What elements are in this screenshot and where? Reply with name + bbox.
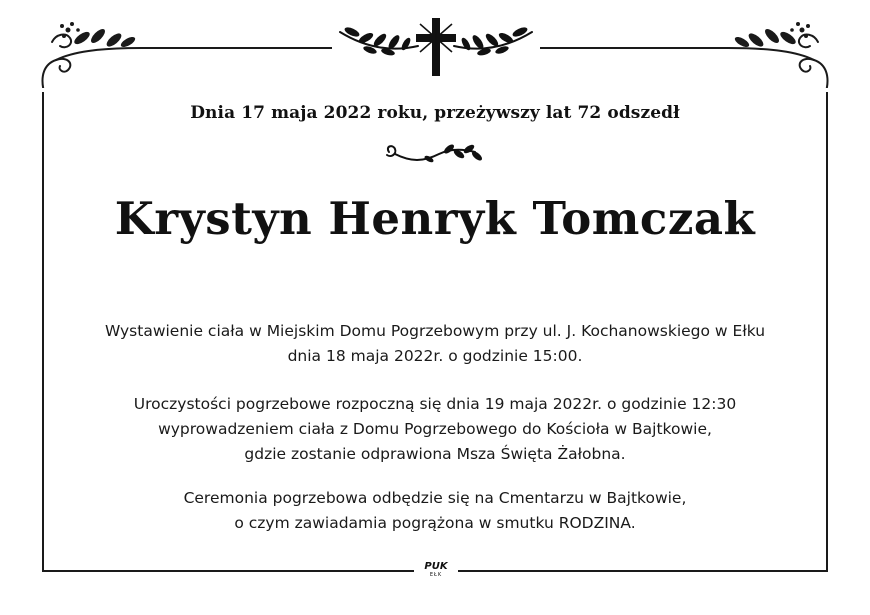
logo-main-text: PUK xyxy=(424,561,448,572)
paragraph-line: Ceremonia pogrzebowa odbędzie się na Cmentarzu w Bajtkowie, xyxy=(183,489,687,507)
paragraph-line: dnia 18 maja 2022r. o godzinie 15:00. xyxy=(287,347,583,365)
floral-corner-left-icon xyxy=(38,16,148,88)
frame-top-left-line xyxy=(142,47,332,49)
paragraph-line: Wystawienie ciała w Miejskim Domu Pogrzebowym przy ul. J. Kochanowskiego w Ełku xyxy=(104,322,766,340)
paragraph-burial xyxy=(0,486,870,536)
puk-logo xyxy=(417,562,455,578)
paragraph-line: gdzie zostanie odprawiona Msza Święta Żałobna. xyxy=(244,445,626,463)
headline: Dnia 17 maja 2022 roku, przeżywszy lat 72 odszedł xyxy=(190,103,680,123)
paragraph-line: wyprowadzeniem ciała z Domu Pogrzebowego do Kościoła w Bajtkowie, xyxy=(158,420,712,438)
frame-bottom-right-line xyxy=(458,570,828,572)
frame-bottom-left-line xyxy=(42,570,414,572)
deceased-name: Krystyn Henryk Tomczak xyxy=(114,192,756,245)
leaf-swirl-divider-icon xyxy=(383,140,487,172)
logo-sub-text: EŁK xyxy=(429,572,443,578)
paragraph-line: Uroczystości pogrzebowe rozpoczną się dnia 19 maja 2022r. o godzinie 12:30 xyxy=(133,395,737,413)
floral-corner-right-icon xyxy=(722,16,832,88)
paragraph-ceremony xyxy=(0,392,870,467)
cross-with-laurel-icon xyxy=(336,14,536,80)
paragraph-line: o czym zawiadamia pogrążona w smutku RODZINA. xyxy=(234,514,636,532)
paragraph-viewing xyxy=(0,319,870,369)
frame-top-right-line xyxy=(540,47,730,49)
